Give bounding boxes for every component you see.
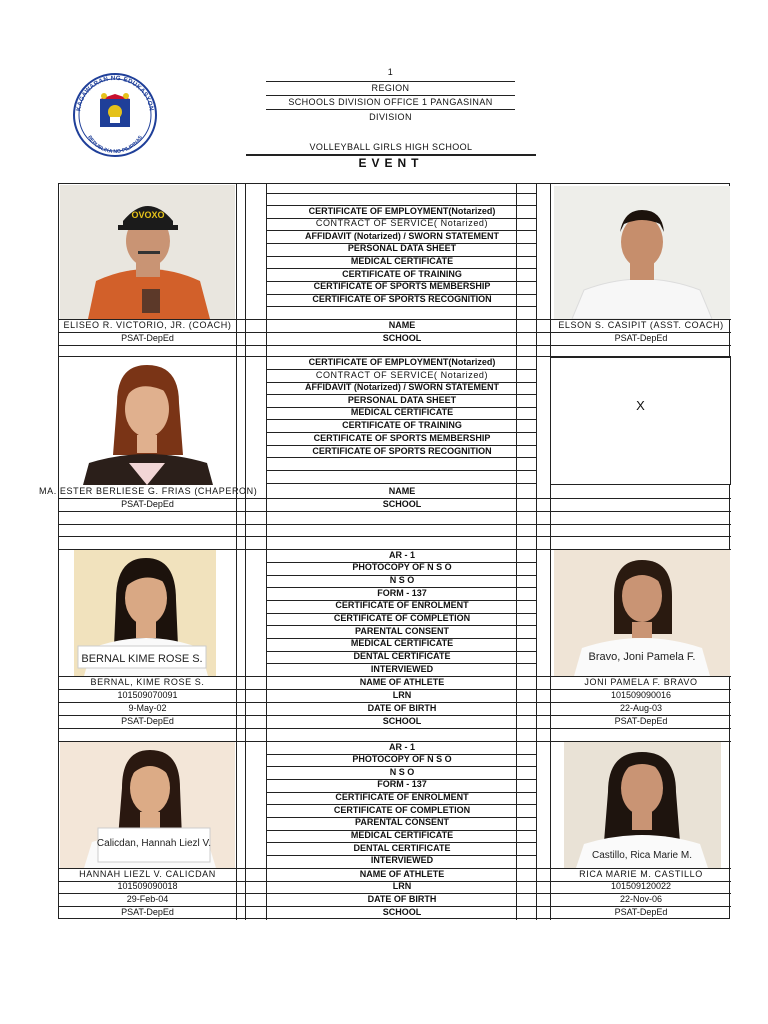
requirement-item: AR - 1 [388,550,415,560]
coach-photo [60,185,235,319]
requirement-item: MEDICAL CERTIFICATE [350,638,454,648]
roster-grid [39,183,730,919]
athlete-photo-bernal [74,550,216,676]
requirement-item: DENTAL CERTIFICATE [353,843,451,853]
grid-line [266,483,536,484]
header-office: SCHOOLS DIVISION OFFICE 1 PANGASINAN [288,97,493,107]
athlete-sign: Calicdan, Hannah Liezl V. [96,838,212,849]
label-school: SCHOOL [382,907,422,917]
requirement-item: CERTIFICATE OF SPORTS MEMBERSHIP [313,433,491,443]
requirement-item: MEDICAL CERTIFICATE [350,830,454,840]
label-dob: DATE OF BIRTH [367,703,437,713]
requirement-item: CERTIFICATE OF COMPLETION [333,613,471,623]
athlete-lrn: 101509090018 [117,881,178,891]
header-rule [266,95,515,96]
grid-line [236,184,237,920]
label-athlete-name: NAME OF ATHLETE [359,869,445,879]
requirement-item: CERTIFICATE OF EMPLOYMENT(Notarized) [308,206,496,216]
requirement-item: FORM - 137 [377,779,427,789]
grid-line [266,193,536,194]
grid-line [59,524,731,525]
athlete-sign: Castillo, Rica Marie M. [591,850,693,861]
athlete-name: HANNAH LIEZL V. CALICDAN [79,869,216,879]
seal-top-text: KAGAWARAN NG EDUKASYON [75,74,155,112]
deped-seal-logo [68,72,162,158]
athlete-dob: 9-May-02 [128,703,167,713]
athlete-name: BERNAL, KIME ROSE S. [90,677,205,687]
name-label: NAME [388,486,416,496]
requirement-item: CONTRACT OF SERVICE( Notarized) [315,218,489,228]
requirement-item: PHOTOCOPY OF N S O [352,562,452,572]
requirement-item: CERTIFICATE OF ENROLMENT [335,792,469,802]
athlete-school: PSAT-DepEd [614,716,668,726]
athlete-sign: BERNAL KIME ROSE S. [81,653,203,665]
athlete-photo-castillo [564,742,721,868]
label-lrn: LRN [392,881,412,891]
coach-school: PSAT-DepEd [121,333,174,343]
requirement-item: PARENTAL CONSENT [354,817,449,827]
grid-line [59,728,731,729]
grid-line [59,345,731,346]
requirement-item: PERSONAL DATA SHEET [347,243,457,253]
athlete-sign: Bravo, Joni Pamela F. [588,651,696,663]
school-label: SCHOOL [382,499,422,509]
header-rule [266,109,515,110]
requirement-item: CERTIFICATE OF TRAINING [342,269,462,279]
seal-bottom-text: REPUBLIKA NG PILIPINAS [86,134,144,156]
requirement-item: CERTIFICATE OF TRAINING [342,420,462,430]
name-label: NAME [388,320,416,330]
header-region: REGION [371,83,410,93]
requirement-item: AFFIDAVIT (Notarized) / SWORN STATEMENT [305,382,499,392]
requirement-item: AR - 1 [388,742,415,752]
requirement-item: PHOTOCOPY OF N S O [352,754,452,764]
empty-photo-slot [550,357,731,485]
chaperon-name: MA. ESTER BERLIESE G. FRIAS (CHAPERON) [39,486,258,496]
athlete-dob: 29-Feb-04 [126,894,169,904]
grid-line [266,470,536,471]
athlete-dob: 22-Nov-06 [619,894,663,904]
athlete-name: JONI PAMELA F. BRAVO [584,677,698,687]
label-dob: DATE OF BIRTH [367,894,437,904]
header-division: DIVISION [369,112,412,122]
requirement-item: DENTAL CERTIFICATE [353,651,451,661]
chaperon-photo [77,359,218,485]
requirement-item: CERTIFICATE OF SPORTS RECOGNITION [312,294,492,304]
requirement-item: CERTIFICATE OF SPORTS MEMBERSHIP [313,281,491,291]
placeholder-mark: X [636,398,645,413]
label-school: SCHOOL [382,716,422,726]
chaperon-school: PSAT-DepEd [121,499,174,509]
header-rule [266,81,515,82]
header-event: EVENT [358,156,424,170]
athlete-school: PSAT-DepEd [614,907,668,917]
athlete-photo-bravo [554,550,730,676]
coach-name: ELISEO R. VICTORIO, JR. (COACH) [63,320,232,330]
requirement-item: CERTIFICATE OF EMPLOYMENT(Notarized) [308,357,496,367]
athlete-lrn: 101509120022 [610,881,672,891]
requirement-item: N S O [389,767,415,777]
requirement-item: INTERVIEWED [370,855,434,865]
requirement-item: MEDICAL CERTIFICATE [350,407,454,417]
athlete-school: PSAT-DepEd [121,907,174,917]
athlete-lrn: 101509070091 [117,690,178,700]
athlete-photo-calicdan [60,742,235,868]
label-lrn: LRN [392,690,412,700]
asst-coach-photo [554,186,730,319]
asst-coach-name: ELSON S. CASIPIT (ASST. COACH) [558,320,724,330]
grid-line [245,184,246,920]
athlete-lrn: 101509090016 [610,690,672,700]
grid-line [266,306,536,307]
asst-coach-school: PSAT-DepEd [614,333,668,343]
requirement-item: AFFIDAVIT (Notarized) / SWORN STATEMENT [305,231,499,241]
requirement-item: MEDICAL CERTIFICATE [350,256,454,266]
requirement-item: INTERVIEWED [370,664,434,674]
header-number: 1 [387,67,394,77]
athlete-name: RICA MARIE M. CASTILLO [579,869,703,879]
requirement-item: CERTIFICATE OF SPORTS RECOGNITION [312,446,492,456]
requirement-item: PERSONAL DATA SHEET [347,395,457,405]
requirement-item: CERTIFICATE OF COMPLETION [333,805,471,815]
school-label: SCHOOL [382,333,422,343]
grid-line [59,511,731,512]
requirement-item: CONTRACT OF SERVICE( Notarized) [315,370,489,380]
header-sport: VOLLEYBALL GIRLS HIGH SCHOOL [309,142,473,152]
grid-line [59,536,731,537]
grid-line [550,184,551,920]
requirement-item: CERTIFICATE OF ENROLMENT [335,600,469,610]
athlete-school: PSAT-DepEd [121,716,174,726]
cap-text: OVOXO [131,210,165,220]
athlete-dob: 22-Aug-03 [619,703,663,713]
requirement-item: PARENTAL CONSENT [354,626,449,636]
label-athlete-name: NAME OF ATHLETE [359,677,445,687]
requirement-item: FORM - 137 [377,588,427,598]
requirement-item: N S O [389,575,415,585]
